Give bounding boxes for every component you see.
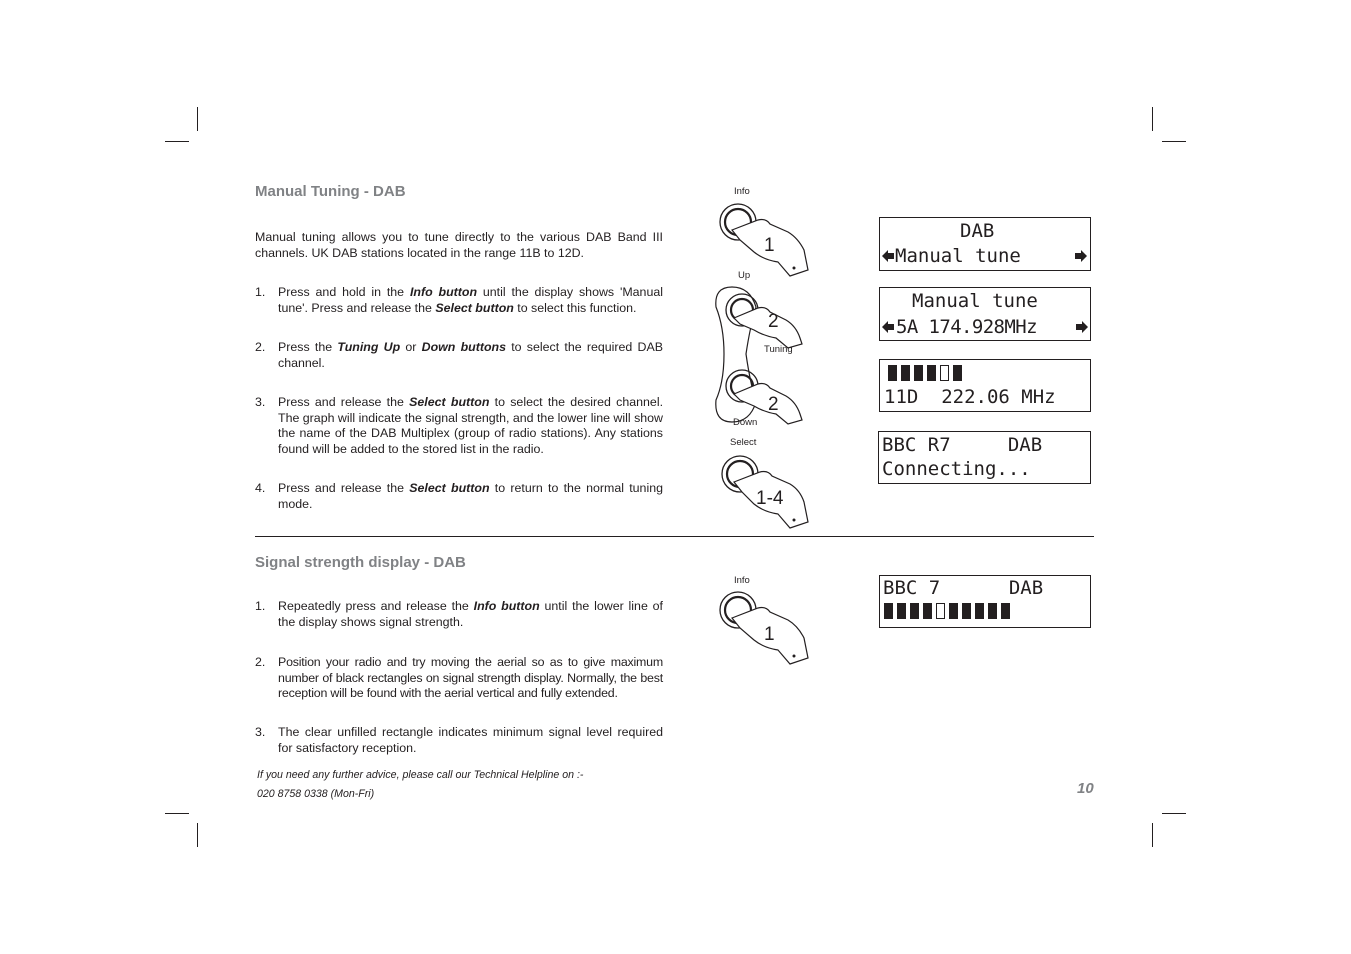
step-item: 4. Press and release the Select button to return to the normal tuning mode. [255, 481, 663, 511]
info-button-label: Info [734, 186, 750, 197]
lcd-line-2: Connecting... [882, 458, 1031, 480]
lcd-display-connecting [878, 431, 1091, 484]
left-arrow-icon [882, 321, 894, 333]
step-number: 3. [255, 395, 266, 409]
info-button-label: Info [734, 575, 750, 586]
select-step-number: 1-4 [756, 488, 784, 509]
signal-strength-bars [888, 360, 1008, 382]
signal-bar [962, 603, 971, 619]
info-step-number: 1 [764, 235, 775, 256]
helpline-note: If you need any further advice, please call our Technical Helpline on :- [257, 769, 584, 781]
signal-bar [949, 603, 958, 619]
lcd-display-manual-tune-menu [879, 217, 1091, 271]
helpline-number: 020 8758 0338 (Mon-Fri) [257, 788, 375, 800]
signal-bar [1001, 603, 1010, 619]
tuning-up-down-icon [712, 282, 812, 427]
crop-mark [197, 107, 198, 131]
crop-mark [1162, 813, 1186, 814]
down-step-number: 2 [768, 394, 779, 415]
crop-mark [165, 141, 189, 142]
tuning-label: Tuning [764, 344, 793, 355]
signal-min-marker [940, 365, 949, 381]
crop-mark [165, 813, 189, 814]
crop-mark [197, 823, 198, 847]
signal-bar [901, 365, 910, 381]
page-number: 10 [1077, 780, 1094, 797]
down-button-label: Down [733, 417, 758, 428]
step-item: 1. Repeatedly press and release the Info button until the lower line of the display shows signal strength. [255, 599, 663, 629]
left-arrow-icon [882, 250, 894, 262]
step-number: 4. [255, 481, 266, 495]
crop-mark [1152, 107, 1153, 131]
crop-mark [1152, 823, 1153, 847]
crop-mark [1162, 141, 1186, 142]
signal-strength-bars [884, 598, 1014, 620]
right-arrow-icon [1075, 250, 1087, 262]
lcd-display-manual-tune-channel [879, 287, 1091, 341]
lcd-line-2: Manual tune [895, 245, 1021, 267]
step-number: 2. [255, 655, 266, 669]
signal-bar [975, 603, 984, 619]
signal-bar [888, 365, 897, 381]
up-button-label: Up [738, 270, 751, 281]
signal-bar [927, 365, 936, 381]
lcd-line-1: DAB [960, 220, 995, 242]
step-number: 1. [255, 599, 266, 613]
section-divider [255, 536, 1094, 537]
lcd-line-2: 11D 222.06 MHz [884, 386, 1056, 408]
signal-bar [988, 603, 997, 619]
select-button-label: Select [730, 437, 757, 448]
step-item: 1. Press and hold in the Info button until the display shows 'Manual tune'. Press and release the Select button to select this function. [255, 285, 663, 315]
lcd-line-2: 5A 174.928MHz [896, 316, 1037, 338]
lcd-display-signal-strength [879, 575, 1091, 628]
signal-bar [910, 603, 919, 619]
signal-bar [953, 365, 962, 381]
lcd-display-signal-graph [879, 359, 1091, 412]
signal-bar [923, 603, 932, 619]
lcd-line-1: BBC 7 DAB [883, 577, 1044, 599]
intro-paragraph: Manual tuning allows you to tune directly to the various DAB Band III channels. UK DAB stations located in the range 11B to 12D. [255, 230, 663, 260]
step-number: 3. [255, 725, 266, 739]
signal-bar [914, 365, 923, 381]
signal-bar [884, 603, 893, 619]
step-item: 2. Press the Tuning Up or Down buttons to select the required DAB channel. [255, 340, 663, 370]
signal-bar [897, 603, 906, 619]
info-step-number: 1 [764, 624, 775, 645]
signal-min-marker [936, 603, 945, 619]
step-item: 2. Position your radio and try moving the aerial so as to give maximum number of black rectangles on signal strength display. Normally, the best reception will be found with the aerial vertical and fully extended. [255, 655, 663, 701]
step-item: 3. Press and release the Select button to select the desired channel. The graph will indicate the signal strength, and the lower line will show the name of the DAB Multiplex (group of radio stations). Any stations found will be added to the stored list in the radio. [255, 395, 664, 456]
step-item: 3. The clear unfilled rectangle indicates minimum signal level required for satisfactory reception. [255, 725, 663, 755]
lcd-line-1: BBC R7 DAB [882, 434, 1043, 456]
section-title-manual-tuning: Manual Tuning - DAB [255, 183, 406, 200]
step-number: 2. [255, 340, 266, 354]
step-number: 1. [255, 285, 266, 299]
lcd-line-1: Manual tune [912, 290, 1038, 312]
right-arrow-icon [1076, 321, 1088, 333]
section-title-signal-strength: Signal strength display - DAB [255, 554, 466, 571]
up-step-number: 2 [768, 311, 779, 332]
